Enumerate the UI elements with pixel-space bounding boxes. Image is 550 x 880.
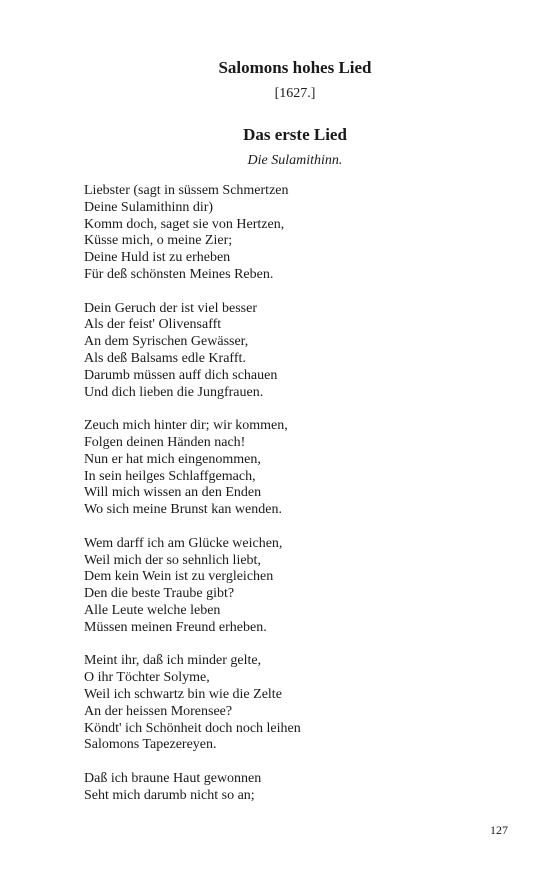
poem-line: Küsse mich, o meine Zier; [84,233,233,249]
poem-line: Und dich lieben die Jungfrauen. [84,384,264,400]
stanza-4 [84,536,504,637]
main-title: Salomons hohes Lied [218,58,372,77]
poem-line: Dein Geruch der ist viel besser [84,300,257,316]
poem-line: Folgen deinen Händen nach! [84,434,246,450]
poem-line: In sein heilges Schlaffgemach, [84,468,256,484]
poem-line: Für deß schönsten Meines Reben. [84,266,274,282]
stanza-2 [84,301,504,402]
poem-line: O ihr Töchter Solyme, [84,670,210,686]
stanza-5 [84,653,504,754]
poem-line: Darumb müssen auff dich schauen [84,367,278,383]
song-title: Das erste Lied [243,125,347,144]
poem-body [84,183,504,821]
poem-line: Wo sich meine Brunst kan wenden. [84,502,282,518]
poem-line: Deine Huld ist zu erheben [84,250,231,266]
stanza-6 [84,771,504,805]
poem-line: Müssen meinen Freund erheben. [84,619,267,635]
poem-line: Den die beste Traube gibt? [84,586,235,602]
poem-line: Wem darff ich am Glücke weichen, [84,535,283,551]
poem-line: Will mich wissen an den Enden [84,485,262,501]
poem-line: An dem Syrischen Gewässer, [84,334,249,350]
speaker-label: Die Sulamithinn. [247,153,343,168]
poem-line: Nun er hat mich eingenommen, [84,451,261,467]
stanza-1 [84,183,504,284]
poem-line: Meint ihr, daß ich minder gelte, [84,653,262,669]
poem-line: Komm doch, saget sie von Hertzen, [84,216,285,232]
poem-line: Köndt' ich Schönheit doch noch leihen [84,720,301,736]
poem-line: Als der feist' Olivensafft [84,317,222,333]
poem-line: Deine Sulamithinn dir) [84,199,214,215]
poem-line: Seht mich darumb nicht so an; [84,787,255,803]
poem-line: Salomons Tapezereyen. [84,737,217,753]
poem-line: Weil mich der so sehnlich liebt, [84,552,261,568]
year-label: [1627.] [274,86,316,101]
poem-line: An der heissen Morensee? [84,703,233,719]
stanza-3 [84,418,504,519]
poem-line: Zeuch mich hinter dir; wir kommen, [84,418,288,434]
poem-line: Weil ich schwartz bin wie die Zelte [84,686,282,702]
page-number: 127 [490,823,508,837]
poem-line: Alle Leute welche leben [84,602,221,618]
poem-line: Daß ich braune Haut gewonnen [84,770,262,786]
poem-line: Dem kein Wein ist zu vergleichen [84,569,274,585]
poem-line: Als deß Balsams edle Krafft. [84,350,246,366]
poem-line: Liebster (sagt in süssem Schmertzen [84,183,289,198]
